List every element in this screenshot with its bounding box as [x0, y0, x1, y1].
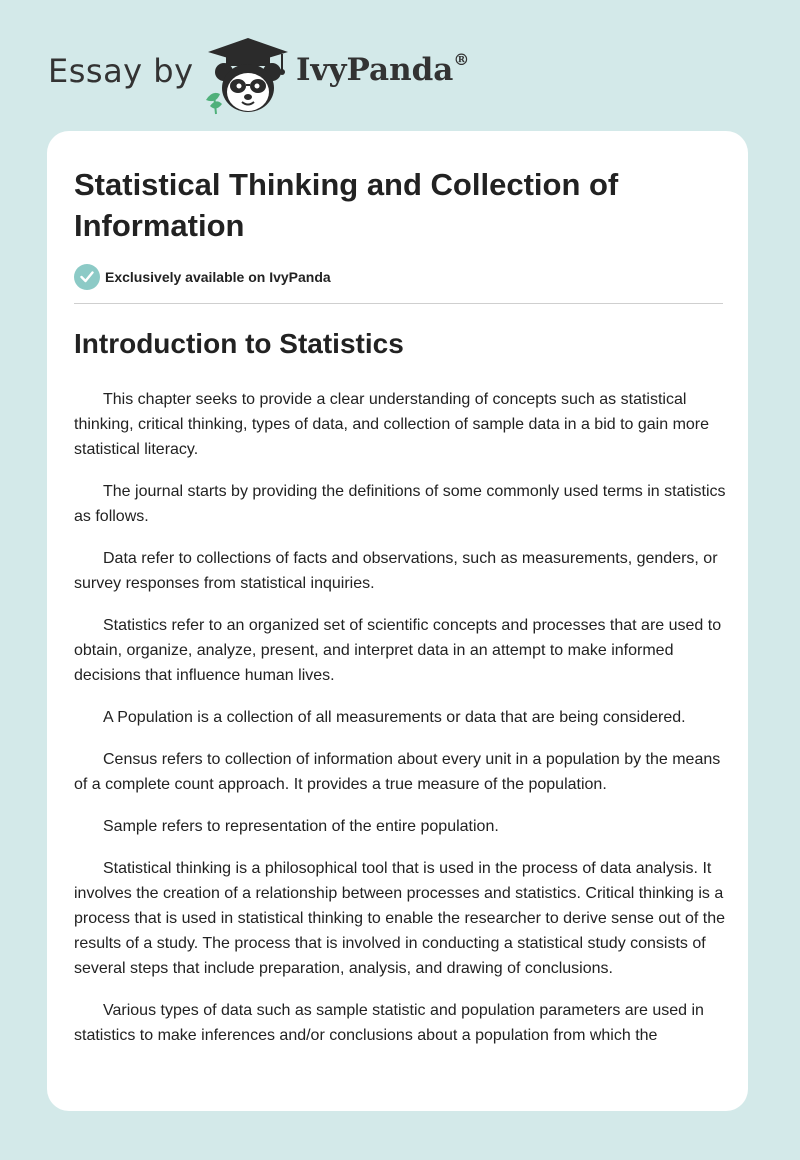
paragraph: Data refer to collections of facts and observations, such as measurements, genders, or survey responses from statistical inquiries.	[74, 550, 718, 592]
paragraph: This chapter seeks to provide a clear understanding of concepts such as statistical thinking, critical thinking, types of data, and collection of sample data in a bid to gain more statistical literacy.	[74, 391, 710, 458]
brand-name[interactable]: IvyPanda®	[296, 49, 470, 88]
badge-text: Exclusively available on IvyPanda	[105, 269, 331, 285]
check-circle-icon	[74, 264, 100, 290]
paragraph: Census refers to collection of information about every unit in a population by the means of a complete count approach. It provides a true measure of the population.	[74, 751, 721, 793]
article-card	[47, 131, 748, 1111]
paragraph: A Population is a collection of all measurements or data that are being considered.	[103, 709, 686, 726]
article-body	[74, 387, 726, 1065]
paragraph: The journal starts by providing the definitions of some commonly used terms in statistics as follows.	[74, 483, 726, 525]
paragraph: Statistical thinking is a philosophical tool that is used in the process of data analysis. It involves the creation of a relationship between processes and statistics. Critical thinking is a process that is used in statistical thinking to enable the researcher to derive sense out of the results of a study. The process that is involved in conducting a statistical study consists of several steps that include preparation, analysis, and drawing of conclusions.	[74, 860, 726, 977]
paragraph: Sample refers to representation of the entire population.	[103, 818, 499, 835]
paragraph: Statistics refer to an organized set of scientific concepts and processes that are used to obtain, organize, analyze, present, and interpret data in an attempt to make informed decisions that influence human lives.	[74, 617, 722, 684]
brand-prefix: Essay by	[48, 52, 194, 90]
article-title: Statistical Thinking and Collection of Information	[74, 167, 619, 243]
registered-mark: ®	[453, 49, 470, 69]
title-divider	[74, 303, 723, 304]
site-header	[48, 30, 748, 120]
paragraph: Various types of data such as sample statistic and population parameters are used in statistics to make inferences and/or conclusions about a population from which the	[74, 1002, 704, 1044]
exclusive-badge	[74, 264, 331, 290]
section-heading: Introduction to Statistics	[74, 328, 404, 359]
panda-graduate-icon[interactable]	[202, 34, 294, 116]
